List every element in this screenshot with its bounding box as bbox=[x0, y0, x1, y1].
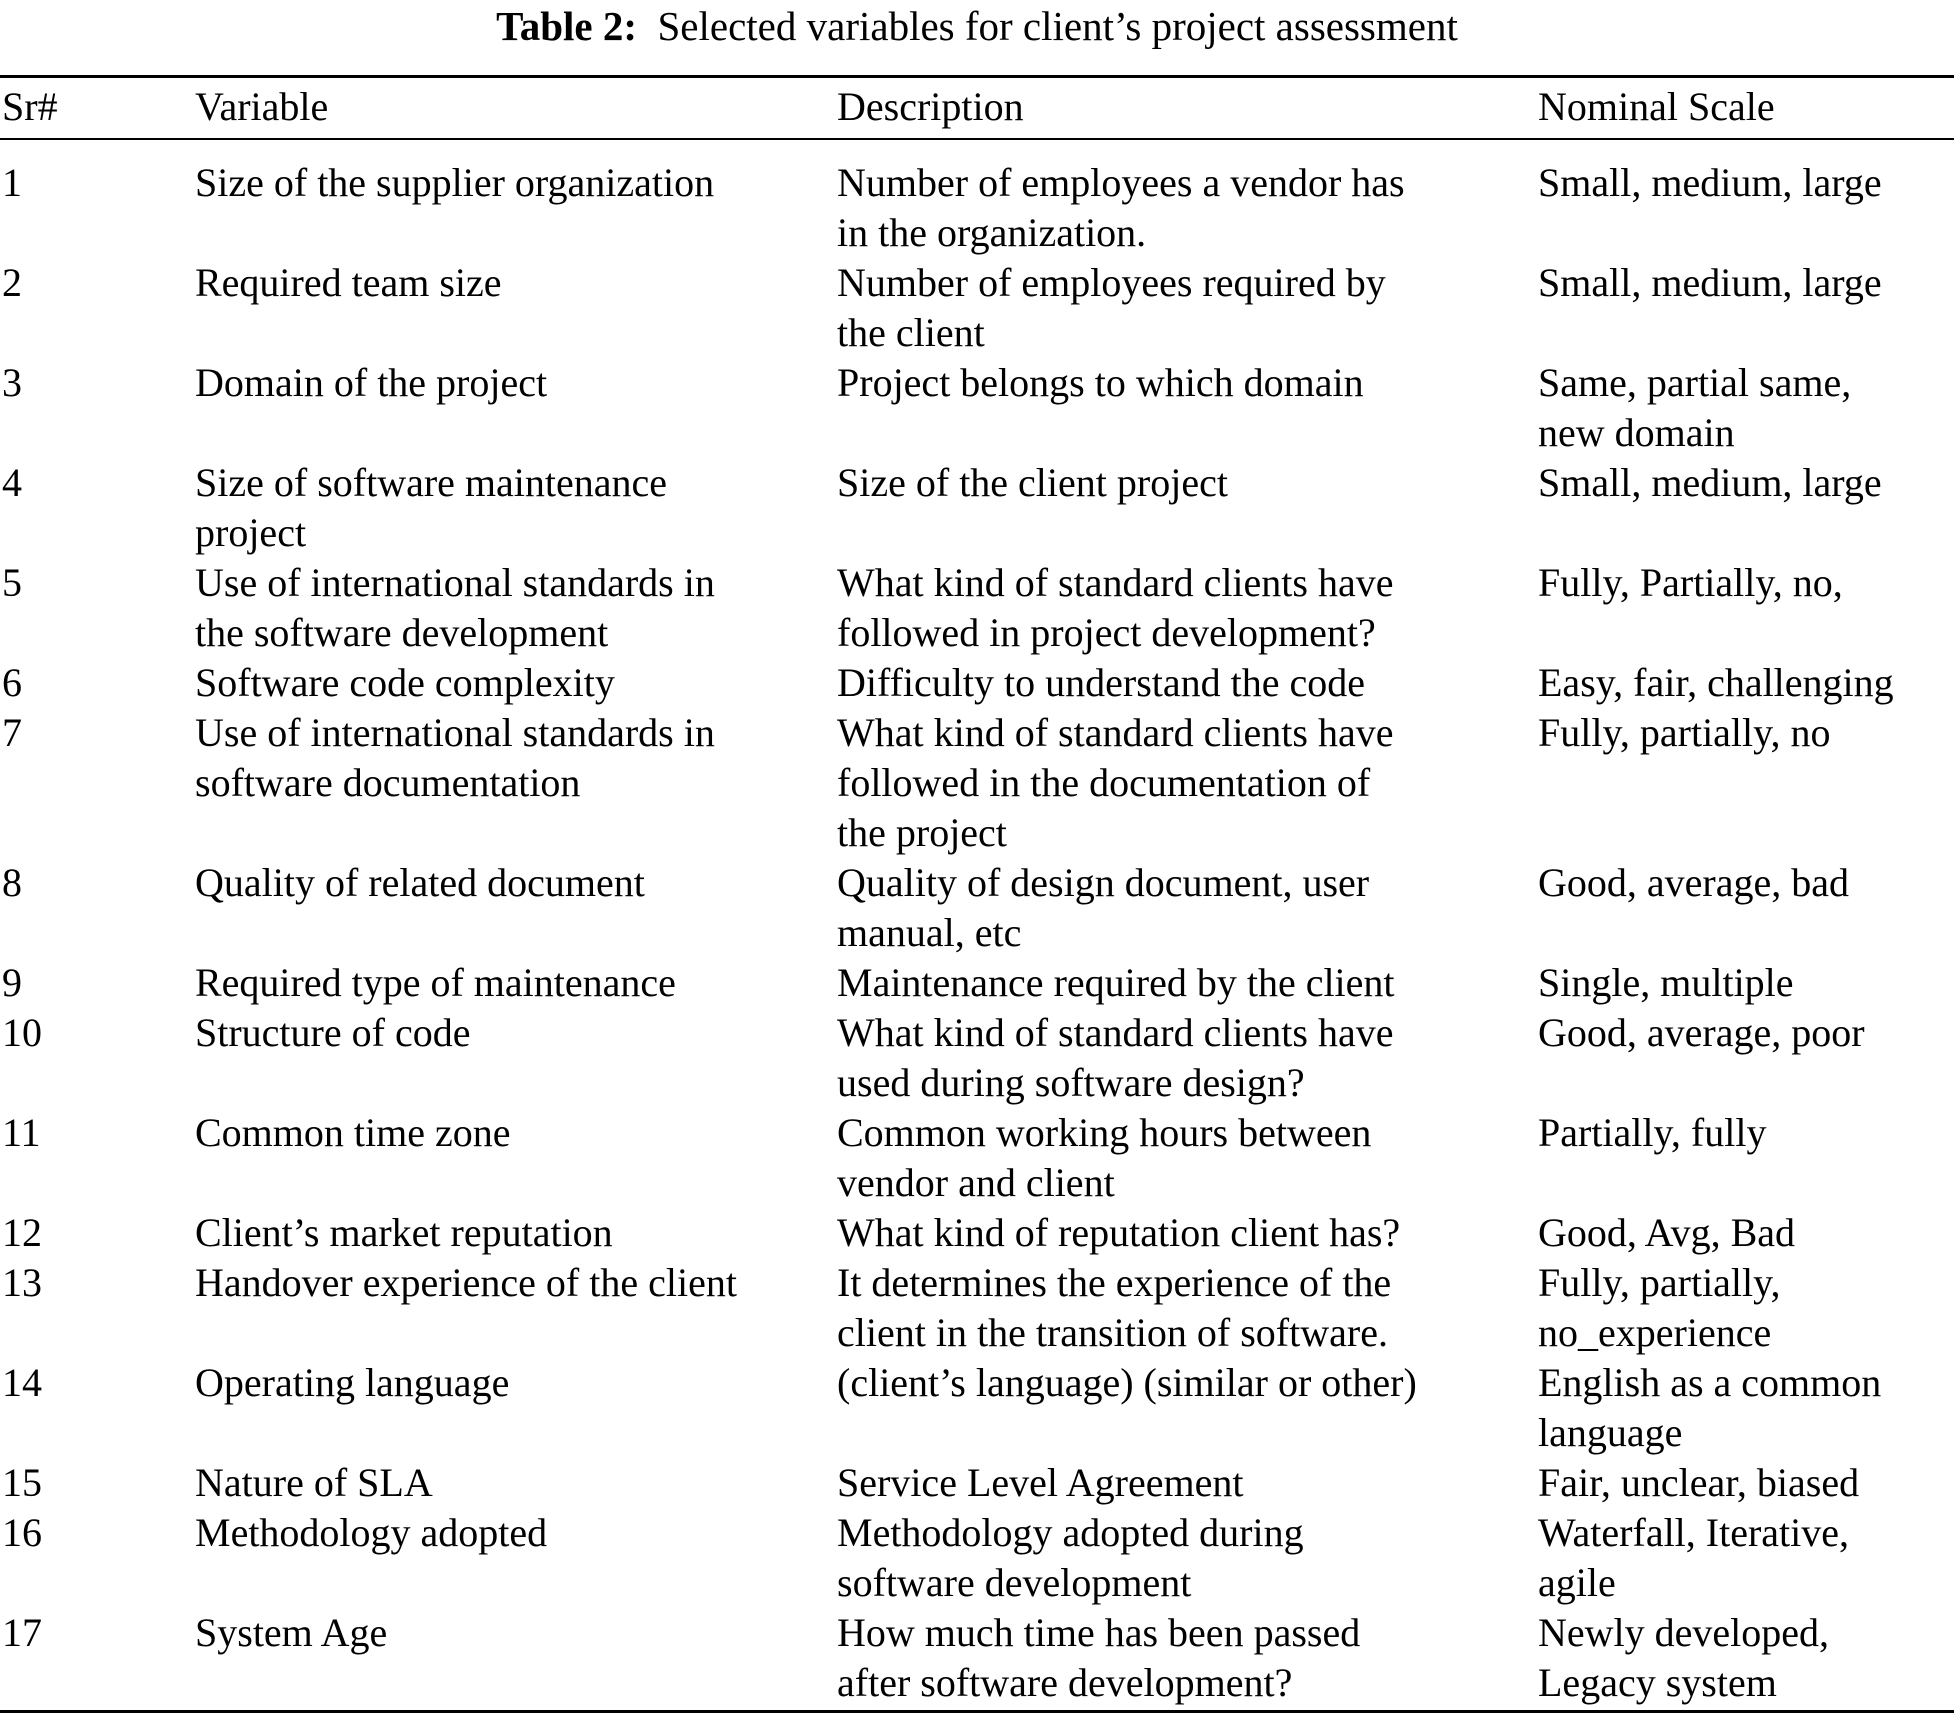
cell-description-line: software development bbox=[837, 1560, 1192, 1605]
cell-description-line: Common working hours between bbox=[837, 1110, 1372, 1155]
cell-nominal-scale bbox=[1538, 558, 1948, 608]
cell-description bbox=[837, 958, 1527, 1008]
table-row bbox=[0, 1258, 1954, 1358]
cell-nominal-scale-line: Small, medium, large bbox=[1538, 260, 1882, 305]
cell-sr: 6 bbox=[2, 660, 22, 705]
cell-variable-line: Nature of SLA bbox=[195, 1460, 433, 1505]
header-variable: Variable bbox=[195, 84, 329, 129]
cell-variable bbox=[195, 1458, 825, 1508]
table-row bbox=[0, 1508, 1954, 1608]
cell-nominal-scale-line: Single, multiple bbox=[1538, 960, 1794, 1005]
table-row bbox=[0, 658, 1954, 708]
cell-description-line: Methodology adopted during bbox=[837, 1510, 1304, 1555]
table-row bbox=[0, 258, 1954, 358]
cell-nominal-scale-line: no_experience bbox=[1538, 1310, 1772, 1355]
cell-variable bbox=[195, 1208, 825, 1258]
cell-nominal-scale-line: language bbox=[1538, 1410, 1683, 1455]
cell-variable-line: Client’s market reputation bbox=[195, 1210, 613, 1255]
cell-description-line: Difficulty to understand the code bbox=[837, 660, 1366, 705]
cell-nominal-scale-line: Newly developed, bbox=[1538, 1610, 1830, 1655]
cell-sr: 1 bbox=[2, 160, 22, 205]
cell-nominal-scale-line: Partially, fully bbox=[1538, 1110, 1767, 1155]
cell-sr: 14 bbox=[2, 1360, 42, 1405]
cell-sr: 2 bbox=[2, 260, 22, 305]
cell-nominal-scale bbox=[1538, 658, 1948, 708]
cell-description-line: Quality of design document, user bbox=[837, 860, 1370, 905]
table-row bbox=[0, 1458, 1954, 1508]
cell-variable bbox=[195, 1358, 825, 1408]
cell-variable bbox=[195, 1008, 825, 1058]
cell-description-line: Number of employees a vendor has bbox=[837, 160, 1405, 205]
cell-nominal-scale-line: Same, partial same, bbox=[1538, 360, 1852, 405]
cell-description-line: How much time has been passed bbox=[837, 1610, 1361, 1655]
cell-variable bbox=[195, 158, 825, 208]
cell-description-line: the project bbox=[837, 810, 1007, 855]
cell-description-line: manual, etc bbox=[837, 910, 1022, 955]
table-row bbox=[0, 1358, 1954, 1458]
cell-description-line: client in the transition of software. bbox=[837, 1310, 1388, 1355]
cell-variable bbox=[195, 258, 825, 308]
cell-variable bbox=[195, 558, 825, 658]
cell-variable-line: the software development bbox=[195, 610, 609, 655]
cell-description-line: in the organization. bbox=[837, 210, 1147, 255]
cell-nominal-scale-line: Easy, fair, challenging bbox=[1538, 660, 1894, 705]
cell-sr: 5 bbox=[2, 560, 22, 605]
cell-description-line: Project belongs to which domain bbox=[837, 360, 1364, 405]
cell-variable-line: Methodology adopted bbox=[195, 1510, 548, 1555]
cell-nominal-scale-line: Good, Avg, Bad bbox=[1538, 1210, 1796, 1255]
table-top-rule bbox=[0, 75, 1954, 78]
cell-variable bbox=[195, 858, 825, 908]
cell-variable-line: Required team size bbox=[195, 260, 502, 305]
cell-nominal-scale bbox=[1538, 1008, 1948, 1058]
cell-nominal-scale-line: Small, medium, large bbox=[1538, 460, 1882, 505]
cell-description bbox=[837, 458, 1527, 508]
cell-nominal-scale-line: Waterfall, Iterative, bbox=[1538, 1510, 1850, 1555]
cell-nominal-scale-line: new domain bbox=[1538, 410, 1735, 455]
cell-description bbox=[837, 1508, 1527, 1608]
cell-variable-line: software documentation bbox=[195, 760, 581, 805]
cell-description bbox=[837, 1108, 1527, 1208]
cell-nominal-scale bbox=[1538, 1258, 1948, 1358]
table-header-rule bbox=[0, 138, 1954, 140]
header-sr: Sr# bbox=[2, 84, 58, 129]
cell-description bbox=[837, 858, 1527, 958]
table-row bbox=[0, 1608, 1954, 1708]
cell-description bbox=[837, 158, 1527, 258]
table-row bbox=[0, 858, 1954, 958]
table-row bbox=[0, 1208, 1954, 1258]
cell-nominal-scale bbox=[1538, 258, 1948, 308]
cell-description-line: What kind of standard clients have bbox=[837, 1010, 1394, 1055]
cell-nominal-scale bbox=[1538, 1608, 1948, 1708]
cell-variable-line: System Age bbox=[195, 1610, 388, 1655]
cell-variable bbox=[195, 658, 825, 708]
cell-description bbox=[837, 1458, 1527, 1508]
cell-nominal-scale bbox=[1538, 1208, 1948, 1258]
cell-variable bbox=[195, 358, 825, 408]
cell-variable bbox=[195, 958, 825, 1008]
cell-description-line: (client’s language) (similar or other) bbox=[837, 1360, 1417, 1405]
cell-description bbox=[837, 558, 1527, 658]
cell-nominal-scale bbox=[1538, 1108, 1948, 1158]
cell-nominal-scale-line: Fully, Partially, no, bbox=[1538, 560, 1843, 605]
cell-variable-line: Use of international standards in bbox=[195, 710, 715, 755]
cell-description-line: Maintenance required by the client bbox=[837, 960, 1395, 1005]
cell-variable-line: Structure of code bbox=[195, 1010, 471, 1055]
cell-description bbox=[837, 1208, 1527, 1258]
cell-description-line: Number of employees required by bbox=[837, 260, 1386, 305]
cell-sr: 15 bbox=[2, 1460, 42, 1505]
table-row bbox=[0, 358, 1954, 458]
cell-nominal-scale bbox=[1538, 1358, 1948, 1458]
cell-sr: 4 bbox=[2, 460, 22, 505]
table-caption-text: Selected variables for client’s project assessment bbox=[657, 3, 1458, 49]
cell-sr: 11 bbox=[2, 1110, 41, 1155]
cell-description-line: vendor and client bbox=[837, 1160, 1115, 1205]
cell-description-line: What kind of reputation client has? bbox=[837, 1210, 1401, 1255]
cell-variable-line: Use of international standards in bbox=[195, 560, 715, 605]
cell-nominal-scale-line: agile bbox=[1538, 1560, 1616, 1605]
cell-description-line: What kind of standard clients have bbox=[837, 560, 1394, 605]
cell-variable-line: Handover experience of the client bbox=[195, 1260, 737, 1305]
table-body bbox=[0, 158, 1954, 1708]
table-row bbox=[0, 1008, 1954, 1108]
header-nominal-scale: Nominal Scale bbox=[1538, 84, 1775, 129]
cell-variable bbox=[195, 1108, 825, 1158]
cell-description bbox=[837, 258, 1527, 358]
cell-variable bbox=[195, 708, 825, 808]
table-row bbox=[0, 458, 1954, 558]
cell-description bbox=[837, 358, 1527, 408]
cell-description-line: What kind of standard clients have bbox=[837, 710, 1394, 755]
cell-nominal-scale bbox=[1538, 358, 1948, 458]
cell-nominal-scale bbox=[1538, 158, 1948, 208]
cell-description-line: the client bbox=[837, 310, 985, 355]
cell-variable bbox=[195, 1608, 825, 1658]
cell-nominal-scale bbox=[1538, 858, 1948, 908]
cell-nominal-scale-line: Good, average, bad bbox=[1538, 860, 1849, 905]
cell-nominal-scale-line: Fully, partially, bbox=[1538, 1260, 1781, 1305]
cell-description bbox=[837, 658, 1527, 708]
cell-variable-line: Domain of the project bbox=[195, 360, 548, 405]
cell-variable-line: Size of software maintenance bbox=[195, 460, 668, 505]
cell-variable-line: Quality of related document bbox=[195, 860, 645, 905]
cell-sr: 10 bbox=[2, 1010, 42, 1055]
cell-description-line: used during software design? bbox=[837, 1060, 1305, 1105]
cell-description bbox=[837, 1258, 1527, 1358]
cell-variable-line: Required type of maintenance bbox=[195, 960, 676, 1005]
cell-variable-line: Size of the supplier organization bbox=[195, 160, 715, 205]
table-caption bbox=[0, 2, 1954, 50]
cell-nominal-scale-line: Small, medium, large bbox=[1538, 160, 1882, 205]
cell-variable-line: project bbox=[195, 510, 307, 555]
cell-nominal-scale bbox=[1538, 708, 1948, 758]
table-header-row bbox=[0, 82, 1954, 132]
cell-sr: 13 bbox=[2, 1260, 42, 1305]
cell-variable bbox=[195, 1508, 825, 1558]
cell-description bbox=[837, 1608, 1527, 1708]
table-row bbox=[0, 958, 1954, 1008]
cell-sr: 12 bbox=[2, 1210, 42, 1255]
cell-description-line: It determines the experience of the bbox=[837, 1260, 1392, 1305]
cell-description bbox=[837, 1358, 1527, 1408]
cell-nominal-scale-line: Good, average, poor bbox=[1538, 1010, 1865, 1055]
table-caption-label: Table 2: bbox=[496, 3, 637, 49]
cell-nominal-scale bbox=[1538, 1458, 1948, 1508]
cell-sr: 16 bbox=[2, 1510, 42, 1555]
cell-nominal-scale-line: English as a common bbox=[1538, 1360, 1882, 1405]
table-row bbox=[0, 158, 1954, 258]
table-row bbox=[0, 708, 1954, 858]
table-row bbox=[0, 1108, 1954, 1208]
cell-variable-line: Operating language bbox=[195, 1360, 510, 1405]
cell-variable bbox=[195, 458, 825, 558]
header-description: Description bbox=[837, 84, 1024, 129]
cell-description-line: followed in project development? bbox=[837, 610, 1376, 655]
cell-description-line: followed in the documentation of bbox=[837, 760, 1371, 805]
cell-nominal-scale-line: Fully, partially, no bbox=[1538, 710, 1831, 755]
cell-description bbox=[837, 708, 1527, 858]
table-bottom-rule bbox=[0, 1710, 1954, 1713]
cell-description-line: Size of the client project bbox=[837, 460, 1228, 505]
cell-sr: 3 bbox=[2, 360, 22, 405]
cell-sr: 17 bbox=[2, 1610, 42, 1655]
cell-nominal-scale-line: Fair, unclear, biased bbox=[1538, 1460, 1860, 1505]
cell-nominal-scale bbox=[1538, 958, 1948, 1008]
cell-sr: 7 bbox=[2, 710, 22, 755]
cell-sr: 8 bbox=[2, 860, 22, 905]
cell-description bbox=[837, 1008, 1527, 1108]
cell-variable bbox=[195, 1258, 825, 1308]
cell-description-line: Service Level Agreement bbox=[837, 1460, 1244, 1505]
cell-description-line: after software development? bbox=[837, 1660, 1293, 1705]
cell-sr: 9 bbox=[2, 960, 22, 1005]
cell-variable-line: Software code complexity bbox=[195, 660, 615, 705]
table-row bbox=[0, 558, 1954, 658]
cell-variable-line: Common time zone bbox=[195, 1110, 511, 1155]
cell-nominal-scale bbox=[1538, 1508, 1948, 1608]
cell-nominal-scale-line: Legacy system bbox=[1538, 1660, 1777, 1705]
cell-nominal-scale bbox=[1538, 458, 1948, 508]
